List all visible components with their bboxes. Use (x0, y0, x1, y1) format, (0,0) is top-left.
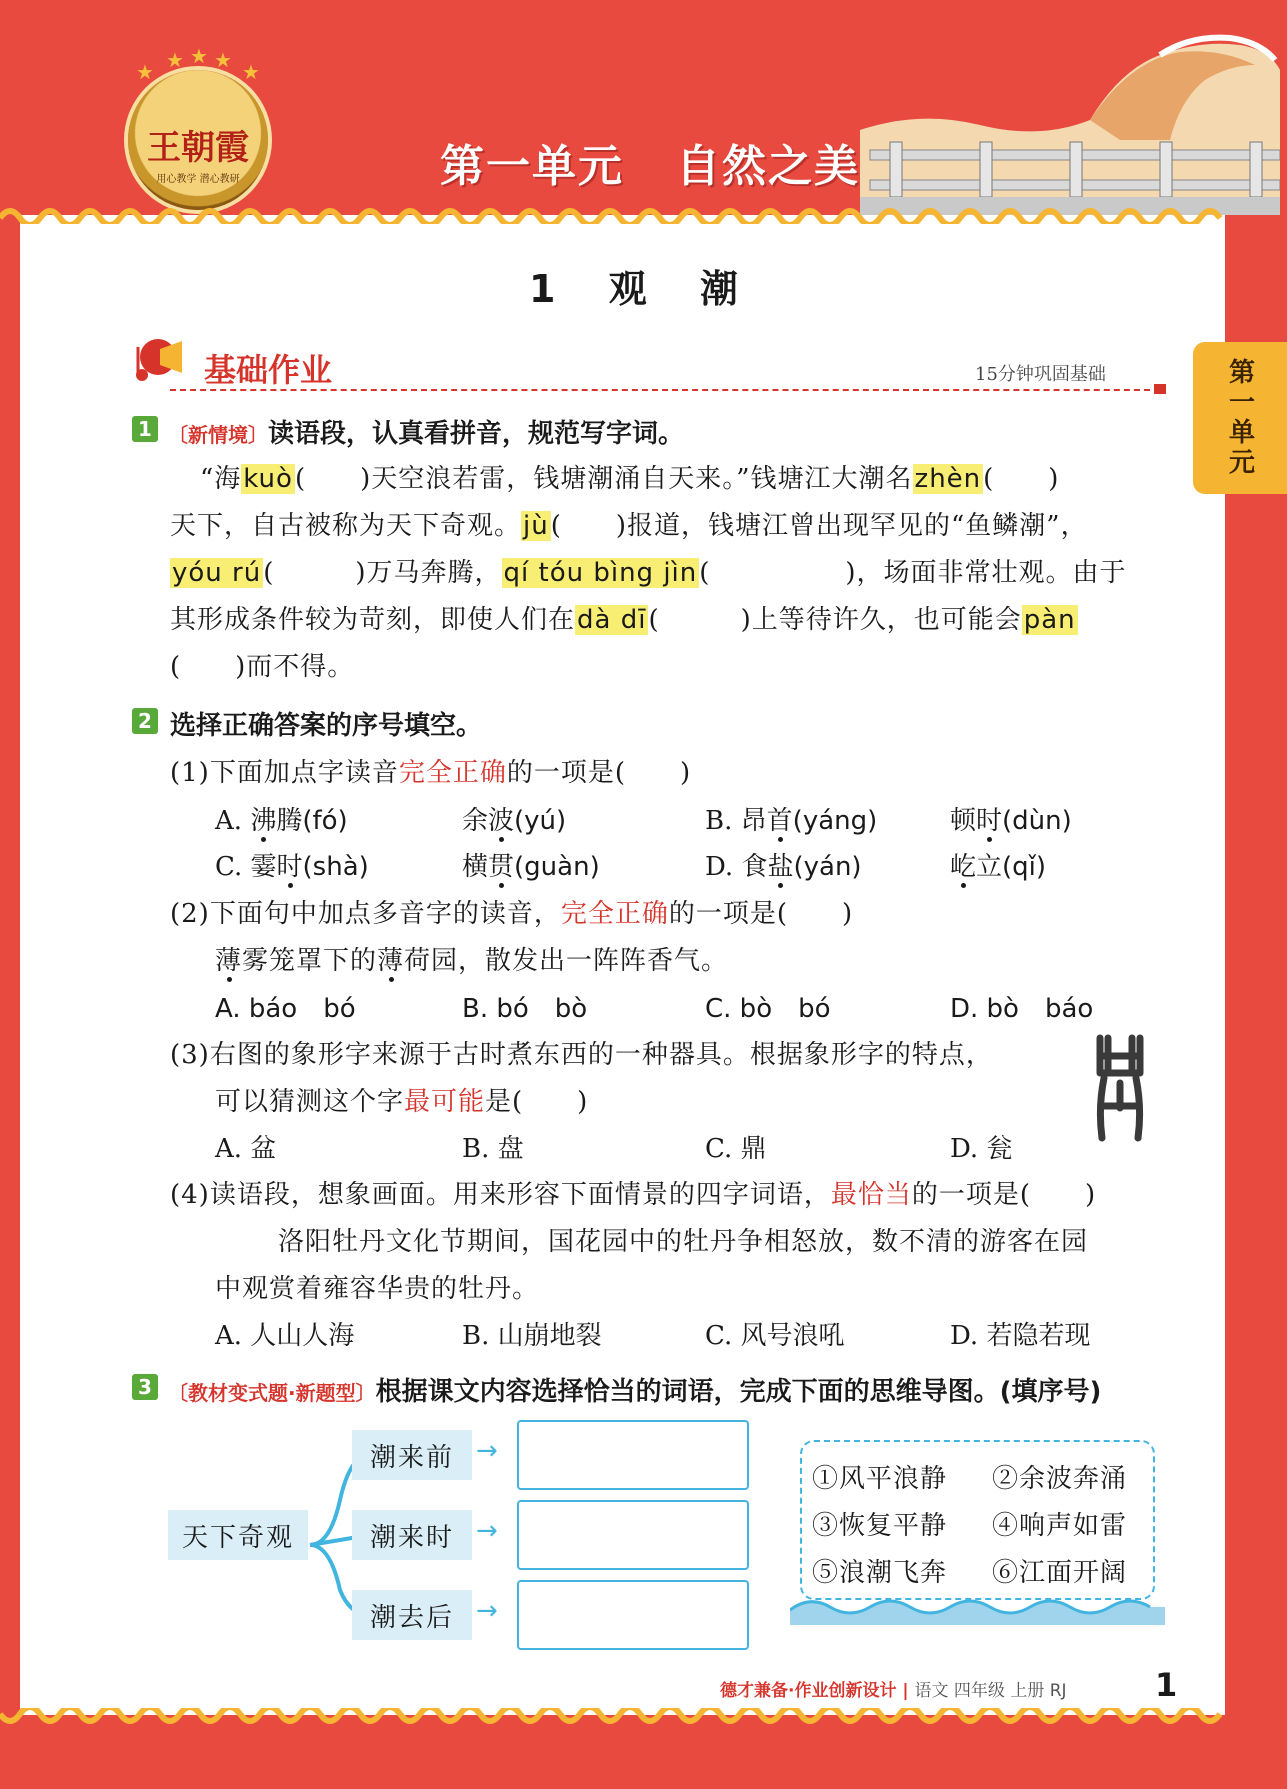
question-text: 根据课文内容选择恰当的词语，完成下面的思维导图。(填序号) (375, 1377, 1102, 1407)
q1-line-5: ( )而不得。 (170, 652, 355, 682)
star-icon: ★ (242, 60, 260, 84)
option[interactable]: B. 山崩地裂 (462, 1321, 602, 1351)
star-icon: ★ (136, 60, 154, 84)
pinyin: jù (523, 511, 549, 541)
answer-box-after[interactable] (517, 1580, 749, 1650)
star-icon: ★ (214, 48, 232, 72)
water-wave-decoration (790, 1585, 1165, 1625)
option[interactable]: D. 若隐若现 (950, 1321, 1091, 1351)
choice-item: ③恢复平静 (812, 1511, 948, 1541)
pinyin: pàn (1023, 605, 1076, 635)
choice-item: ④响声如雷 (992, 1511, 1128, 1541)
q1-line-2: 天下，自古被称为天下奇观。jù( )报道，钱塘江曾出现罕见的“鱼鳞潮”， (170, 511, 1088, 541)
option[interactable]: C. bò bó (705, 994, 831, 1024)
wavy-border-bottom (0, 1708, 1287, 1732)
tidal-wave-illustration (860, 30, 1280, 215)
question-tag: 〔新情境〕 (168, 423, 268, 447)
option[interactable]: 屹立(qǐ) (950, 852, 1047, 882)
page-number: 1 (1155, 1666, 1178, 1704)
option[interactable]: 横贯(guàn) (462, 852, 600, 882)
unit-title: 第一单元 自然之美 (440, 141, 860, 192)
pinyin: qí tóu bìng jìn (503, 558, 698, 588)
choice-item: ②余波奔涌 (992, 1464, 1128, 1494)
section-subtitle: 15分钟巩固基础 (975, 364, 1106, 385)
arrow-right-icon: → (476, 1516, 498, 1546)
option[interactable]: A. 人山人海 (215, 1321, 355, 1351)
question-stem (168, 413, 684, 450)
question-stem (168, 1371, 1101, 1408)
megaphone-icon (130, 335, 190, 385)
option[interactable]: A. báo bó (215, 994, 356, 1024)
star-icon: ★ (166, 48, 184, 72)
option[interactable]: D. 食盐(yán) (705, 852, 862, 882)
choice-item: ①风平浪静 (812, 1464, 948, 1494)
q2-sub2-sentence: 薄雾笼罩下的薄荷园，散发出一阵阵香气。 (215, 946, 729, 976)
lesson-title: 1 观 潮 (529, 267, 758, 311)
q2-sub3-stem: (3)右图的象形字来源于古时煮东西的一种器具。根据象形字的特点， (170, 1040, 993, 1070)
q1-line-4: 其形成条件较为苛刻，即使人们在dà dī( )上等待许久，也可能会pàn (170, 605, 1076, 635)
unit-header (0, 0, 1287, 230)
section-title: 基础作业 (204, 351, 333, 389)
answer-box-during[interactable] (517, 1500, 749, 1570)
option[interactable]: C. 霎时(shà) (215, 852, 369, 882)
option[interactable]: 顿时(dùn) (950, 806, 1072, 836)
q2-sub4-stem: (4)读语段，想象画面。用来形容下面情景的四字词语，最恰当的一项是( ) (170, 1180, 1097, 1210)
option[interactable]: 余波(yú) (462, 806, 567, 836)
option[interactable]: A. 盆 (215, 1134, 277, 1164)
question-text: 读语段，认真看拼音，规范写字词。 (268, 419, 685, 449)
question-number: 2 (132, 708, 158, 734)
unit-side-tab[interactable]: 第一单元 (1193, 342, 1287, 494)
option[interactable]: B. 昂首(yáng) (705, 806, 878, 836)
pinyin: dà dī (577, 605, 647, 635)
q2-sub3-stem-2: 可以猜测这个字最可能是( ) (215, 1087, 589, 1117)
question-number: 1 (132, 416, 158, 442)
option[interactable]: D. 瓮 (950, 1134, 1013, 1164)
question-number: 3 (132, 1374, 158, 1400)
brand-logo (128, 44, 268, 210)
choice-item: ⑥江面开阔 (992, 1558, 1128, 1588)
option[interactable]: B. bó bò (462, 994, 588, 1024)
logo-subtext: 用心教学 潜心教研 (156, 174, 240, 185)
star-icon: ★ (190, 44, 208, 68)
wavy-border-top (0, 200, 1287, 224)
mindmap-root: 天下奇观 (168, 1510, 308, 1560)
pinyin: yóu rú (172, 558, 262, 588)
question-stem: 选择正确答案的序号填空。 (170, 711, 483, 741)
q2-sub2-stem: (2)下面句中加点多音字的读音，完全正确的一项是( ) (170, 899, 854, 929)
pinyin: kuò (243, 464, 293, 494)
q2-sub4-paragraph-2: 中观赏着雍容华贵的牡丹。 (215, 1274, 540, 1304)
arrow-right-icon: → (476, 1436, 498, 1466)
option[interactable]: C. 鼎 (705, 1134, 767, 1164)
arrow-right-icon: → (476, 1596, 498, 1626)
logo-text: 王朝霞 (147, 128, 249, 168)
q2-sub4-paragraph: 洛阳牡丹文化节期间，国花园中的牡丹争相怒放，数不清的游客在园 (278, 1227, 1089, 1257)
pictograph-ding-icon (1090, 1028, 1150, 1148)
choice-item: ⑤浪潮飞奔 (812, 1558, 948, 1588)
mindmap-branch: 潮去后 (352, 1590, 472, 1640)
mindmap-branch: 潮来前 (352, 1430, 472, 1480)
mindmap-branch: 潮来时 (352, 1510, 472, 1560)
option[interactable]: C. 风号浪吼 (705, 1321, 845, 1351)
footer-brand: 德才兼备·作业创新设计 | 语文 四年级 上册 RJ (720, 1681, 1067, 1701)
q2-sub1-stem: (1)下面加点字读音完全正确的一项是( ) (170, 758, 692, 788)
option[interactable]: A. 沸腾(fó) (215, 806, 348, 836)
section-divider (170, 389, 1160, 391)
q1-line-1: “海kuò( )天空浪若雷，钱塘潮涌自天来。”钱塘江大潮名zhèn( ) (200, 464, 1060, 494)
section-divider-end (1154, 384, 1166, 394)
answer-box-before[interactable] (517, 1420, 749, 1490)
option[interactable]: B. 盘 (462, 1134, 524, 1164)
pinyin: zhèn (914, 464, 982, 494)
q1-line-3: yóu rú( )万马奔腾，qí tóu bìng jìn( )，场面非常壮观。由于 (172, 558, 1127, 588)
option[interactable]: D. bò báo (950, 994, 1094, 1024)
question-tag: 〔教材变式题·新题型〕 (168, 1381, 376, 1405)
